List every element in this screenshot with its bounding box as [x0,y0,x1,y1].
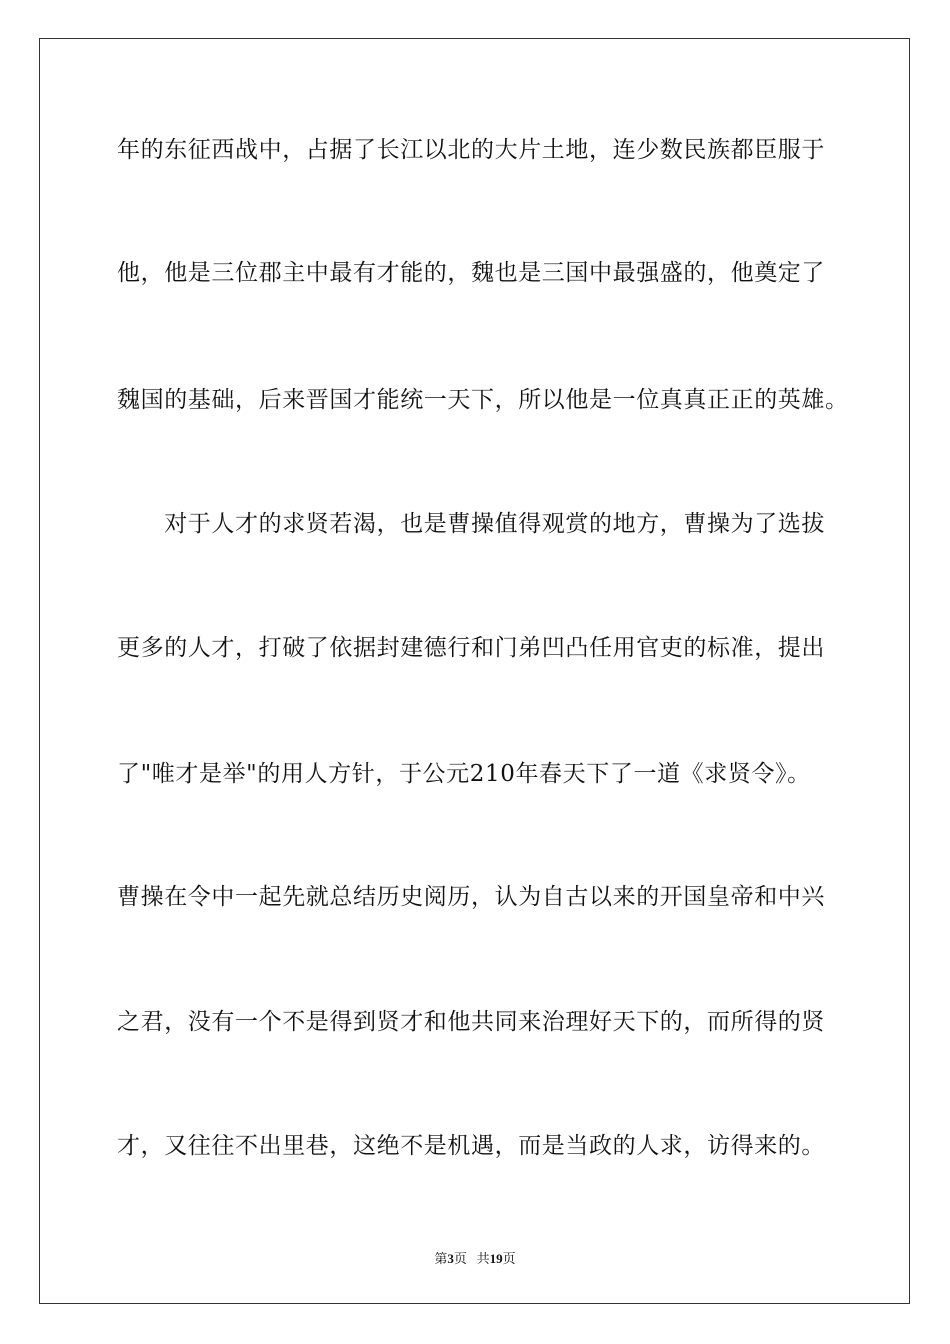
total-prefix: 共 [476,1251,490,1266]
body-line-8: 之君，没有一个不是得到贤才和他共同来治理好天下的，而所得的贤 [117,1009,825,1035]
body-line-5: 更多的人才，打破了依据封建德行和门弟凹凸任用官吏的标准，提出 [117,635,825,661]
page-border [39,38,910,1304]
page-footer [0,1248,950,1267]
body-line-2: 他，他是三位郡主中最有才能的，魏也是三国中最强盛的，他奠定了 [117,260,825,286]
body-line-9: 才，又往往不出里巷，这绝不是机遇，而是当政的人求，访得来的。 [117,1133,825,1159]
body-line-1: 年的东征西战中，占据了长江以北的大片土地，连少数民族都臣服于 [117,137,825,163]
body-line-3: 魏国的基础，后来晋国才能统一天下，所以他是一位真真正正的英雄。 [117,387,849,413]
total-pages: 19 [489,1251,503,1266]
page-suffix: 页 [453,1251,467,1266]
body-line-6: 了"唯才是举"的用人方针，于公元210年春天下了一道《求贤令》。 [117,761,811,787]
body-line-4: 对于人才的求贤若渴，也是曹操值得观赏的地方，曹操为了选拔 [117,511,825,537]
body-line-7: 曹操在令中一起先就总结历史阅历，认为自古以来的开国皇帝和中兴 [117,884,825,910]
total-suffix: 页 [502,1251,516,1266]
page-number: 3 [447,1251,454,1266]
page-prefix: 第 [434,1251,448,1266]
